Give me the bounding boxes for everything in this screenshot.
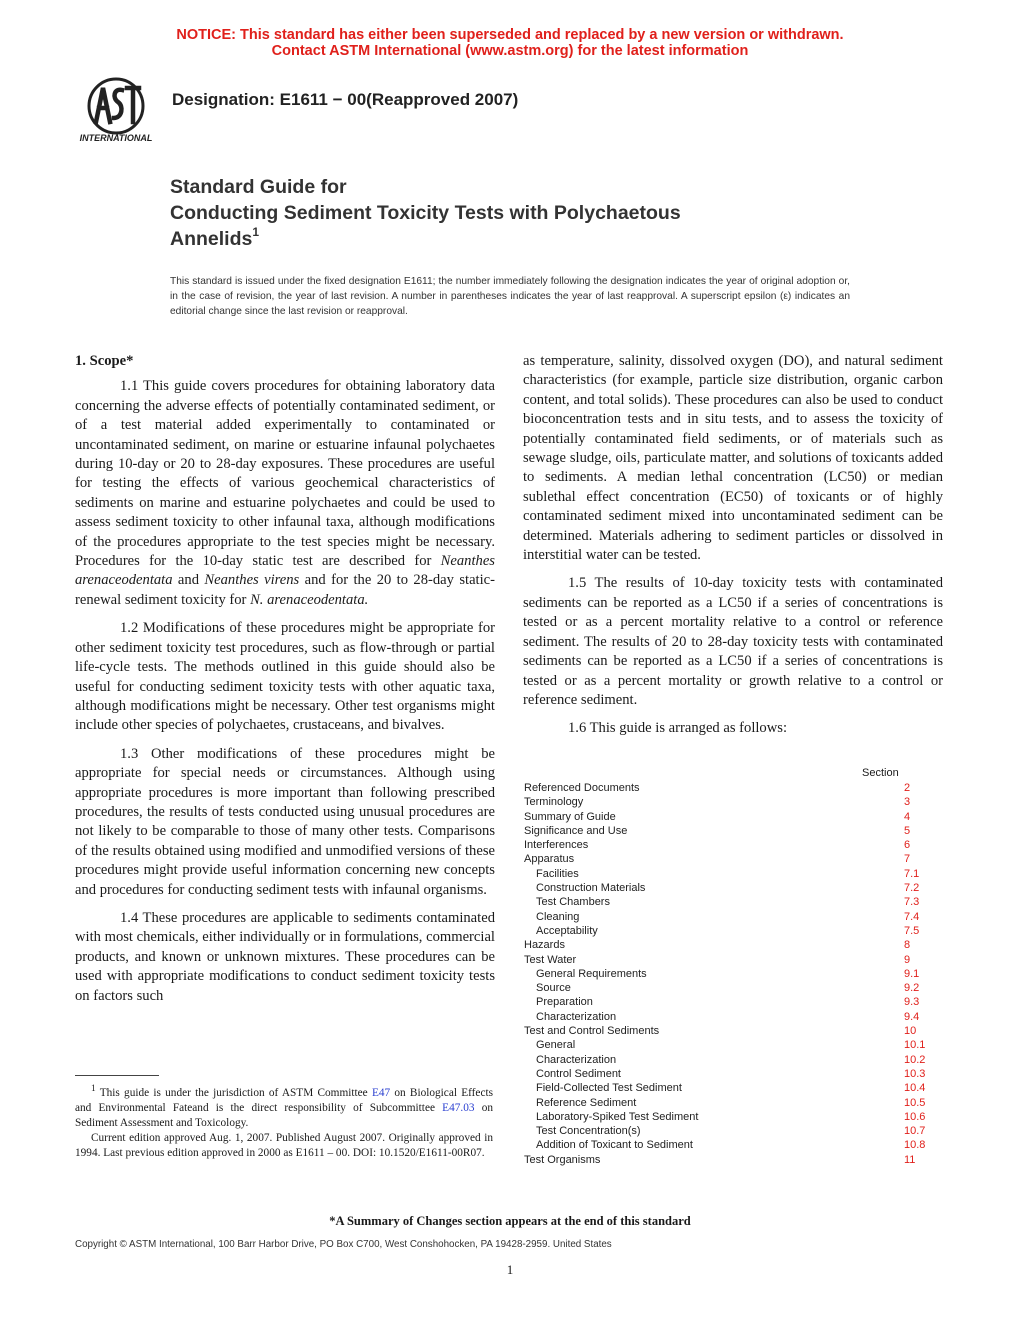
- toc-label: Referenced Documents: [524, 782, 640, 794]
- toc-section-link[interactable]: 10.5: [904, 1096, 926, 1109]
- title-line-1: Standard Guide for: [170, 176, 347, 198]
- footnote-edition: Current edition approved Aug. 1, 2007. Published August 2007. Originally approved in 1994. Last previous edition approved in 2000 as E1611 – 00. DOI: 10.1520/E1611-00R07.: [75, 1131, 493, 1159]
- toc-row: [524, 852, 944, 866]
- toc-section-link[interactable]: 5: [904, 824, 911, 837]
- toc-label: Construction Materials: [536, 882, 646, 895]
- notice-line-1: NOTICE: This standard has either been superseded and replaced by a new version or withdrawn.: [176, 27, 844, 43]
- toc-section-link[interactable]: 7.4: [904, 910, 920, 923]
- toc-label: Characterization: [536, 1010, 617, 1023]
- toc-label: General Requirements: [536, 967, 647, 980]
- toc-label: Interferences: [524, 839, 589, 852]
- toc-row: [524, 810, 944, 824]
- toc-row: [524, 1081, 944, 1095]
- toc-row: [524, 953, 944, 967]
- toc-label: General: [536, 1039, 576, 1052]
- toc-section-link[interactable]: 10.6: [904, 1110, 926, 1123]
- toc-label: Apparatus: [524, 853, 575, 866]
- toc-section-header: Section: [862, 767, 899, 779]
- paragraph-1-1-text-a: 1.1 This guide covers procedures for obtaining laboratory data concerning the adverse effects of potentially contaminated sediment, or of a test material added experimentally to contaminated or uncontaminated sediment, on marine or estuarine infaunal polychaetes during 10-day or 20 to 28-day exposures. These procedures are useful for testing the effects of various geochemical characteristics of sediments on marine and estuarine polychaetes and could be used to assess sediment toxicity to other infaunal taxa, although modifications of the procedures appropriate to the test species might be necessary. Procedures for the 10-day static test are described for: [75, 378, 495, 570]
- footnote-divider: [75, 1075, 159, 1076]
- toc-row: [524, 895, 944, 909]
- species-name: Neanthes arenaceodentata: [75, 553, 495, 589]
- toc-label: Field-Collected Test Sediment: [536, 1082, 682, 1095]
- toc-section-link[interactable]: 7.1: [904, 867, 920, 880]
- paragraph-1-4-continued: as temperature, salinity, dissolved oxygen (DO), and natural sediment characteristics (for example, particle size distribution, organic carbon content, and total solids). These procedures can also be used to conduct bioconcentration tests and in situ tests, and to assess the toxicity of potentially contaminated field sediments, or of materials such as sewage sludge, oils, particulate matter, and solutions of toxicants added to sediments. A median lethal concentration (LC50) or median sublethal effect concentration (EC50) of toxicants or of highly contaminated sediment mixed into uncontaminated sediment can be determined. Materials adhering to sediment particles or dissolved in interstitial water can be tested.: [523, 353, 943, 564]
- toc-row: [524, 1110, 944, 1124]
- footnote-text-3: on Sediment Assessment and Toxicology.: [75, 1101, 493, 1129]
- paragraph-1-1-text-c: and for the 20 to 28-day static-renewal sediment toxicity for: [75, 572, 495, 608]
- toc-section-link[interactable]: 8: [904, 939, 911, 952]
- page-number: 1: [506, 1262, 514, 1277]
- toc-row: [524, 924, 944, 938]
- toc-label: Summary of Guide: [524, 810, 616, 823]
- toc-row: [524, 981, 944, 995]
- footnote: [75, 1082, 493, 1161]
- toc-row: [524, 867, 944, 881]
- paragraph-1-1-text-b: and: [172, 572, 205, 589]
- toc-section-link[interactable]: 10.4: [904, 1082, 926, 1095]
- footnote-text-2: on Biological Effects and Environmental Fateand is the direct responsibility of Subcommittee: [75, 1086, 493, 1114]
- scope-heading: 1. Scope*: [75, 353, 134, 369]
- toc-section-link[interactable]: 4: [904, 810, 911, 823]
- paragraph-1-5: 1.5 The results of 10-day toxicity tests with contaminated sediments can be reported as a LC50 if a series of concentrations is tested or as a percent mortality relative to a control or reference sediment. The results of 20 to 28-day toxicity tests with contaminated sediments can be reported as a LC50 if a series of concentrations is tested or as a percent mortality or growth relative to a control or reference sediment.: [523, 575, 943, 708]
- toc-section-link[interactable]: 9: [904, 953, 911, 966]
- toc-row: [524, 838, 944, 852]
- title-line-2: Conducting Sediment Toxicity Tests with Polychaetous: [170, 202, 681, 224]
- toc-row: [524, 781, 944, 795]
- toc-section-link[interactable]: 11: [904, 1153, 916, 1166]
- toc-label: Significance and Use: [524, 824, 628, 837]
- toc-row: [524, 1138, 944, 1152]
- toc-section-link[interactable]: 10.8: [904, 1139, 926, 1152]
- committee-link[interactable]: E47: [371, 1086, 391, 1099]
- toc-label: Test Concentration(s): [536, 1125, 641, 1138]
- toc-section-link[interactable]: 9.2: [904, 982, 920, 995]
- toc-row: [524, 881, 944, 895]
- preamble: This standard is issued under the fixed designation E1611; the number immediately following the designation indicates the year of original adoption or, in the case of revision, the year of last revision. A number in parentheses indicates the year of last reapproval. A superscript epsilon (ε) indicates an editorial change since the last revision or reapproval.: [170, 276, 850, 317]
- toc-row: [524, 938, 944, 952]
- toc-section-link[interactable]: 2: [904, 782, 911, 794]
- toc-row: [524, 1096, 944, 1110]
- toc-row: [524, 995, 944, 1009]
- toc-row: [524, 967, 944, 981]
- toc-label: Test and Control Sediments: [524, 1025, 660, 1038]
- toc-section-link[interactable]: 3: [904, 796, 911, 809]
- toc-section-link[interactable]: 7.3: [904, 896, 920, 909]
- toc-section-link[interactable]: 7: [904, 853, 911, 866]
- table-of-contents: [524, 781, 944, 1167]
- footnote-mark: 1: [91, 1084, 96, 1094]
- withdrawal-notice: [0, 27, 1020, 59]
- title-line-3-text: Annelids: [170, 228, 253, 250]
- toc-label: Addition of Toxicant to Sediment: [536, 1139, 693, 1152]
- toc-row: [524, 795, 944, 809]
- summary-note: *A Summary of Changes section appears at the end of this standard: [329, 1214, 691, 1228]
- toc-section-link[interactable]: 7.2: [904, 882, 920, 895]
- notice-line-2: Contact ASTM International (www.astm.org) for the latest information: [271, 43, 749, 59]
- toc-section-link[interactable]: 10.7: [904, 1125, 926, 1138]
- toc-label: Characterization: [536, 1053, 617, 1066]
- right-column: [523, 352, 943, 748]
- toc-row: [524, 1124, 944, 1138]
- toc-label: Laboratory-Spiked Test Sediment: [536, 1110, 699, 1123]
- designation: Designation: E1611 − 00(Reapproved 2007): [172, 90, 519, 109]
- toc-label: Reference Sediment: [536, 1096, 637, 1109]
- toc-section-link[interactable]: 10.1: [904, 1039, 926, 1052]
- toc-label: Test Organisms: [524, 1153, 601, 1166]
- title-line-3: [170, 226, 681, 252]
- toc-section-link[interactable]: 9.3: [904, 996, 920, 1009]
- document-title: [170, 174, 681, 252]
- toc-row: [524, 1010, 944, 1024]
- toc-label: Control Sediment: [536, 1067, 621, 1080]
- toc-label: Cleaning: [536, 910, 580, 923]
- paragraph-1-4: 1.4 These procedures are applicable to sediments contaminated with most chemicals, either individually or in formulations, commercial products, and known or unknown mixtures. These procedures can be used with appropriate modifications to conduct sediment toxicity tests on factors such: [75, 909, 495, 1004]
- toc-row: [524, 1024, 944, 1038]
- toc-section-link[interactable]: 7.5: [904, 924, 920, 937]
- toc-label: Test Water: [524, 953, 577, 966]
- paragraph-1-1: [75, 377, 495, 610]
- species-name: Neanthes virens: [204, 572, 300, 589]
- toc-section-link[interactable]: 10: [904, 1025, 917, 1038]
- toc-row: [524, 1067, 944, 1081]
- footnote-1: [75, 1082, 493, 1131]
- toc-section-link[interactable]: 10.2: [904, 1053, 926, 1066]
- subcommittee-link[interactable]: E47.03: [442, 1101, 475, 1114]
- toc-row: [524, 910, 944, 924]
- toc-row: [524, 1038, 944, 1052]
- footnote-text-1: This guide is under the jurisdiction of ASTM Committee: [95, 1086, 372, 1099]
- toc-label: Terminology: [524, 796, 584, 809]
- astm-logo-icon: [70, 74, 162, 146]
- toc-row: [524, 1153, 944, 1167]
- left-column: [75, 352, 495, 1015]
- toc-label: Source: [536, 982, 571, 995]
- toc-section-link[interactable]: 9.4: [904, 1010, 920, 1023]
- paragraph-1-3: 1.3 Other modifications of these procedures might be appropriate for special needs or circumstances. Although using appropriate procedures is more important than following prescribed procedures, the results of tests conducted using unusual procedures are not likely to be comparable to those of many other tests. Comparisons of the results obtained using modified and unmodified versions of these procedures might provide useful information concerning new concepts and procedures for conducting sediment tests with infaunal organisms.: [75, 745, 495, 898]
- paragraph-1-2: 1.2 Modifications of these procedures might be appropriate for other sediment toxicity test procedures, such as flow-through or partial life-cycle tests. The methods outlined in this guide should also be useful for conducting sediment toxicity tests with other aquatic taxa, although modifications might be necessary. Other test organisms might include other species of polychaetes, crustaceans, and bivalves.: [75, 620, 495, 734]
- toc-label: Test Chambers: [536, 896, 610, 909]
- toc-section-link[interactable]: 10.3: [904, 1067, 926, 1080]
- toc-label: Facilities: [536, 867, 579, 880]
- toc-section-link[interactable]: 9.1: [904, 967, 920, 980]
- logo-subtext: INTERNATIONAL: [79, 133, 153, 143]
- title-footnote-mark: 1: [252, 225, 260, 239]
- species-name: N. arenaceodentata.: [250, 591, 369, 608]
- toc-label: Preparation: [536, 996, 593, 1009]
- toc-row: [524, 1053, 944, 1067]
- toc-row: [524, 824, 944, 838]
- toc-label: Hazards: [524, 939, 565, 952]
- toc-section-link[interactable]: 6: [904, 839, 911, 852]
- paragraph-1-6: 1.6 This guide is arranged as follows:: [568, 720, 788, 737]
- copyright: Copyright © ASTM International, 100 Barr Harbor Drive, PO Box C700, West Conshohocken, PA 19428-2959. United States: [75, 1239, 612, 1250]
- toc-label: Acceptability: [536, 924, 598, 937]
